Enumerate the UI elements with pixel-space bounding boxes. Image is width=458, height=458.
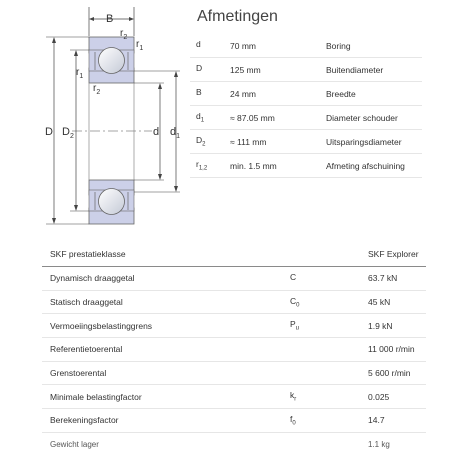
performance-row bbox=[42, 314, 426, 338]
performance-symbol: $f_0$ bbox=[282, 409, 360, 433]
dimension-label: Afmeting afschuining bbox=[326, 154, 422, 178]
dimension-label: Uitsparingsdiameter bbox=[326, 130, 422, 154]
label-r2-left: $r_2$ bbox=[93, 83, 101, 96]
performance-row bbox=[42, 409, 426, 433]
dimension-label: Buitendiameter bbox=[326, 58, 422, 82]
performance-symbol: $P_u$ bbox=[282, 314, 360, 338]
dimension-symbol: $d_1$ bbox=[190, 106, 230, 130]
bearing-section-top bbox=[89, 37, 134, 83]
performance-value: 1.9 kN bbox=[360, 314, 426, 338]
dimensions-table bbox=[190, 34, 422, 178]
dimension-row bbox=[190, 34, 422, 58]
performance-value: 0.025 bbox=[360, 385, 426, 409]
dimension-value: 24 mm bbox=[230, 82, 326, 106]
label-d: d bbox=[153, 126, 160, 138]
dimension-label: Breedte bbox=[326, 82, 422, 106]
performance-symbol bbox=[282, 338, 360, 362]
weight-value: 1.1 kg bbox=[368, 439, 390, 449]
performance-table bbox=[42, 242, 426, 456]
dimension-row bbox=[190, 130, 422, 154]
dimension-label: Boring bbox=[326, 34, 422, 58]
dimension-symbol: B bbox=[190, 82, 230, 106]
dimension-value: 125 mm bbox=[230, 58, 326, 82]
performance-value: 14.7 bbox=[360, 409, 426, 433]
performance-symbol: $k_r$ bbox=[282, 385, 360, 409]
weight-label: Gewicht lager bbox=[50, 439, 99, 449]
label-B: B bbox=[106, 13, 114, 25]
performance-name: Minimale belastingfactor bbox=[42, 385, 282, 409]
dimension-row bbox=[190, 58, 422, 82]
dimension-symbol: D bbox=[190, 58, 230, 82]
label-r1-left: $r_1$ bbox=[76, 67, 84, 80]
performance-row bbox=[42, 338, 426, 362]
performance-row bbox=[42, 361, 426, 385]
dimension-value: ≈ 87.05 mm bbox=[230, 106, 326, 130]
performance-name: Grenstoerental bbox=[42, 361, 282, 385]
dimension-symbol: $r_{1,2}$ bbox=[190, 154, 230, 178]
label-D: D bbox=[45, 126, 53, 138]
performance-row bbox=[42, 385, 426, 409]
dimension-symbol: $D_2$ bbox=[190, 130, 230, 154]
performance-name: Berekeningsfactor bbox=[42, 409, 282, 433]
performance-footer-row bbox=[42, 432, 426, 455]
performance-symbol: C bbox=[282, 267, 360, 291]
dimension-row bbox=[190, 106, 422, 130]
dimension-label: Diameter schouder bbox=[326, 106, 422, 130]
dimension-row bbox=[190, 154, 422, 178]
performance-name: Statisch draaggetal bbox=[42, 290, 282, 314]
dimension-value: 70 mm bbox=[230, 34, 326, 58]
label-r1-top: $r_1$ bbox=[136, 39, 144, 52]
performance-symbol: $C_0$ bbox=[282, 290, 360, 314]
performance-symbol bbox=[282, 361, 360, 385]
performance-value: 5 600 r/min bbox=[360, 361, 426, 385]
bearing-drawing bbox=[0, 0, 195, 235]
dimension-symbol: d bbox=[190, 34, 230, 58]
performance-row bbox=[42, 267, 426, 291]
bearing-section-bottom bbox=[89, 180, 134, 224]
performance-header-row bbox=[42, 242, 426, 267]
performance-value: 11 000 r/min bbox=[360, 338, 426, 362]
dimensions-title: Afmetingen bbox=[197, 8, 278, 25]
performance-value: 45 kN bbox=[360, 290, 426, 314]
label-D2: $D_2$ bbox=[62, 126, 74, 140]
label-r2-top: $r_2$ bbox=[120, 28, 128, 41]
dimension-value: min. 1.5 mm bbox=[230, 154, 326, 178]
performance-name: Vermoeiingsbelastinggrens bbox=[42, 314, 282, 338]
performance-row bbox=[42, 290, 426, 314]
performance-name: Referentietoerental bbox=[42, 338, 282, 362]
label-d1: $d_1$ bbox=[170, 126, 181, 140]
dimension-row bbox=[190, 82, 422, 106]
performance-class-value: SKF Explorer bbox=[360, 242, 426, 267]
performance-name: Dynamisch draaggetal bbox=[42, 267, 282, 291]
performance-class-label: SKF prestatieklasse bbox=[42, 242, 282, 267]
dimension-value: ≈ 111 mm bbox=[230, 130, 326, 154]
performance-value: 63.7 kN bbox=[360, 267, 426, 291]
